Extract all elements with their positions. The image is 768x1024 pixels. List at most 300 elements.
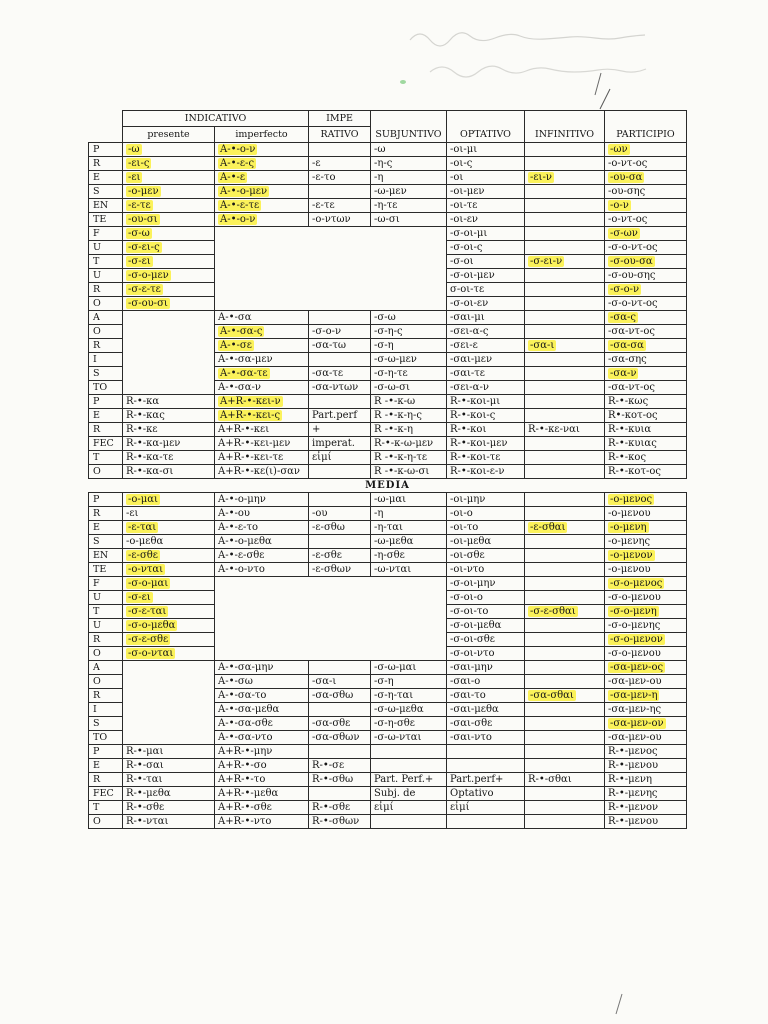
- subjuntivo-cell: -η-σθε: [371, 549, 447, 563]
- highlighted-ending: Α-•-σε: [220, 340, 252, 351]
- infinitivo-cell: [525, 759, 605, 773]
- imperfecto-cell: Α+R-•-κει-τε: [215, 451, 309, 465]
- side-label-cell: S: [89, 535, 123, 549]
- highlighted-ending: -σα-μεν-ος: [610, 662, 664, 673]
- optativo-cell: -οι-μην: [447, 493, 525, 507]
- table-row: [89, 661, 687, 675]
- table-row: [89, 759, 687, 773]
- subjuntivo-cell: R -•-κ-η-τε: [371, 451, 447, 465]
- imperfecto-cell: [215, 213, 309, 227]
- presente-cell: [123, 241, 215, 255]
- optativo-cell: -σ-οι-μεθα: [447, 619, 525, 633]
- imperativo-cell: Part.perf: [309, 409, 371, 423]
- imperativo-cell: R-•-σθε: [309, 801, 371, 815]
- presente-cell: [123, 577, 215, 591]
- infinitivo-cell: [525, 675, 605, 689]
- presente-cell: [123, 633, 215, 647]
- participio-cell: R•-κοτ-ος: [605, 409, 687, 423]
- infinitivo-cell: [525, 269, 605, 283]
- participio-cell: [605, 367, 687, 381]
- infinitivo-cell: [525, 493, 605, 507]
- presente-cell: -ει: [123, 507, 215, 521]
- participio-cell: [605, 689, 687, 703]
- highlighted-ending: -σ-ει: [128, 592, 151, 603]
- imperfecto-cell: Α+R-•-το: [215, 773, 309, 787]
- table-row: [89, 311, 687, 325]
- presente-cell: [123, 269, 215, 283]
- participio-cell: R-•-μενος: [605, 745, 687, 759]
- subjuntivo-cell: -σ-ω-μεθα: [371, 703, 447, 717]
- imperativo-cell: [309, 143, 371, 157]
- infinitivo-cell: [525, 143, 605, 157]
- participio-cell: -σ-ο-μενης: [605, 619, 687, 633]
- imperativo-cell: [309, 493, 371, 507]
- subjuntivo-cell: -η-τε: [371, 199, 447, 213]
- presente-cell: [123, 213, 215, 227]
- optativo-cell: -σαι-μην: [447, 661, 525, 675]
- table-row: [89, 171, 687, 185]
- side-label-cell: TE: [89, 213, 123, 227]
- imperativo-cell: -σα-ι: [309, 675, 371, 689]
- side-label-cell: EN: [89, 199, 123, 213]
- imperativo-cell: -ε-τε: [309, 199, 371, 213]
- imperativo-cell: -σ-ο-ν: [309, 325, 371, 339]
- highlighted-ending: -σα-ν: [610, 368, 637, 379]
- participio-cell: -σ-ο-ντ-ος: [605, 241, 687, 255]
- imperfecto-cell: Α+R-•-σο: [215, 759, 309, 773]
- side-label-cell: O: [89, 297, 123, 311]
- presente-cell: R-•-κα: [123, 395, 215, 409]
- side-label-cell: TE: [89, 563, 123, 577]
- highlighted-ending: -σα-μεν-ον: [610, 718, 664, 729]
- side-label-cell: P: [89, 493, 123, 507]
- participio-cell: R-•-μενον: [605, 801, 687, 815]
- presente-cell: [123, 297, 215, 311]
- highlighted-ending: -ο-ν: [610, 200, 629, 211]
- infinitivo-cell: [525, 507, 605, 521]
- side-label-cell: F: [89, 577, 123, 591]
- highlighted-ending: Α-•-ε: [220, 172, 246, 183]
- highlighted-ending: -σ-ει-ν: [530, 256, 563, 267]
- imperfecto-cell: Α-•-ο-μεθα: [215, 535, 309, 549]
- highlighted-ending: -σ-ων: [610, 228, 638, 239]
- imperfecto-cell: Α+R-•-κε(ι)-σαν: [215, 465, 309, 479]
- imperfecto-cell: Α-•-σα-μεθα: [215, 703, 309, 717]
- infinitivo-cell: [525, 157, 605, 171]
- infinitivo-cell: [525, 465, 605, 479]
- side-label-cell: T: [89, 451, 123, 465]
- imperativo-cell: -σα-τω: [309, 339, 371, 353]
- infinitivo-cell: [525, 661, 605, 675]
- infinitivo-cell: [525, 353, 605, 367]
- infinitivo-cell: [525, 185, 605, 199]
- optativo-cell: -σ-οι-ντο: [447, 647, 525, 661]
- participio-cell: [605, 633, 687, 647]
- subjuntivo-cell: εἰμί: [371, 801, 447, 815]
- imperfecto-cell: Α-•-σω: [215, 675, 309, 689]
- presente-cell: R-•-κα-μεν: [123, 437, 215, 451]
- side-label-cell: O: [89, 647, 123, 661]
- highlighted-ending: Α-•-ο-ν: [220, 144, 256, 155]
- pen-stroke-mark: [598, 88, 612, 110]
- optativo-cell: -σ-οι-σθε: [447, 633, 525, 647]
- presente-cell: [123, 493, 215, 507]
- imperfecto-cell: [215, 143, 309, 157]
- imperfecto-cell: [215, 367, 309, 381]
- highlighted-ending: Α-•-ο-ν: [220, 214, 256, 225]
- highlighted-ending: -σ-ει: [128, 256, 151, 267]
- table-row: [89, 395, 687, 409]
- infinitivo-cell: [525, 437, 605, 451]
- subjuntivo-cell: [371, 815, 447, 829]
- imperfecto-cell: [215, 325, 309, 339]
- table-row: [89, 423, 687, 437]
- media-label: MEDIA: [89, 479, 687, 493]
- side-label-cell: FEC: [89, 437, 123, 451]
- table-row: [89, 143, 687, 157]
- imperativo-cell: -ο-ντων: [309, 213, 371, 227]
- presente-cell: [123, 619, 215, 633]
- participio-cell: [605, 283, 687, 297]
- optativo-cell: R-•-κοι-ς: [447, 409, 525, 423]
- side-label-cell: A: [89, 661, 123, 675]
- participio-cell: -ο-ντ-ος: [605, 157, 687, 171]
- subjuntivo-cell: -ω-μαι: [371, 493, 447, 507]
- highlighted-ending: -ε-τε: [128, 200, 151, 211]
- highlighted-ending: Α-•-σα-τε: [220, 368, 268, 379]
- table-row: [89, 185, 687, 199]
- optativo-cell: R-•-κοι: [447, 423, 525, 437]
- side-label-cell: R: [89, 423, 123, 437]
- greek-conjugation-table: [88, 110, 687, 829]
- highlighted-ending: -σ-ε-σθαι: [530, 606, 576, 617]
- subjuntivo-cell: [371, 759, 447, 773]
- infinitivo-cell: [525, 381, 605, 395]
- empty-merged-block: [215, 577, 447, 661]
- subjuntivo-cell: -σ-η-ται: [371, 689, 447, 703]
- side-label-cell: U: [89, 591, 123, 605]
- side-label-cell: TO: [89, 731, 123, 745]
- side-label-cell: P: [89, 143, 123, 157]
- infinitivo-cell: [525, 171, 605, 185]
- subjuntivo-cell: R-•-κ-ω-μεν: [371, 437, 447, 451]
- infinitivo-cell: R-•-κε-ναι: [525, 423, 605, 437]
- participio-cell: R-•-κυια: [605, 423, 687, 437]
- header-participio: PARTICIPIO: [605, 127, 687, 143]
- imperativo-cell: -ου: [309, 507, 371, 521]
- table-row: [89, 199, 687, 213]
- optativo-cell: -σ-οι: [447, 255, 525, 269]
- highlighted-ending: -σα-σθαι: [530, 690, 574, 701]
- green-dot-mark: [398, 78, 408, 86]
- empty-merged-block: [215, 227, 447, 311]
- infinitivo-cell: [525, 731, 605, 745]
- optativo-cell: -οι-εν: [447, 213, 525, 227]
- presente-cell: [123, 647, 215, 661]
- table-row: [89, 535, 687, 549]
- pen-stroke-mark-bottom: [612, 993, 626, 1015]
- infinitivo-cell: [525, 297, 605, 311]
- presente-cell: R-•-μαι: [123, 745, 215, 759]
- optativo-cell: R-•-κοι-μεν: [447, 437, 525, 451]
- optativo-cell: -σ-οι-ς: [447, 241, 525, 255]
- subjuntivo-cell: -σ-η-σθε: [371, 717, 447, 731]
- side-label-cell: E: [89, 409, 123, 423]
- side-label-cell: R: [89, 507, 123, 521]
- infinitivo-cell: [525, 227, 605, 241]
- optativo-cell: R-•-κοι-ε-ν: [447, 465, 525, 479]
- infinitivo-cell: R-•-σθαι: [525, 773, 605, 787]
- conjugation-body: [89, 111, 687, 829]
- imperativo-cell: -ε: [309, 157, 371, 171]
- optativo-cell: -σ-οι-μεν: [447, 269, 525, 283]
- imperativo-cell: [309, 745, 371, 759]
- presente-cell: [123, 199, 215, 213]
- highlighted-ending: -ο-νται: [128, 564, 164, 575]
- presente-cell: [123, 521, 215, 535]
- side-label-cell: R: [89, 689, 123, 703]
- participio-cell: [605, 661, 687, 675]
- infinitivo-cell: [525, 647, 605, 661]
- highlighted-ending: -ου-σι: [128, 214, 158, 225]
- highlighted-ending: Α+R-•-κει-ς: [220, 410, 281, 421]
- side-label-cell: I: [89, 703, 123, 717]
- presente-cell: R-•-μεθα: [123, 787, 215, 801]
- highlighted-ending: -σα-ι: [530, 340, 555, 351]
- header-row-2: [89, 127, 687, 143]
- highlighted-ending: -σ-ο-μενος: [610, 578, 663, 589]
- highlighted-ending: -ω: [128, 144, 140, 155]
- imperativo-cell: -ε-σθε: [309, 549, 371, 563]
- participio-cell: -σα-σης: [605, 353, 687, 367]
- presente-cell: R-•-κας: [123, 409, 215, 423]
- presente-cell: [123, 185, 215, 199]
- imperfecto-cell: Α+R-•-μεθα: [215, 787, 309, 801]
- side-label-cell: R: [89, 633, 123, 647]
- header-indicativo: INDICATIVO: [123, 111, 309, 127]
- imperativo-cell: [309, 395, 371, 409]
- highlighted-ending: -ο-μεν: [128, 186, 159, 197]
- optativo-cell: -σ-οι-εν: [447, 297, 525, 311]
- participio-cell: -σα-ντ-ος: [605, 381, 687, 395]
- optativo-cell: Part.perf+: [447, 773, 525, 787]
- infinitivo-cell: [525, 367, 605, 381]
- infinitivo-cell: [525, 591, 605, 605]
- optativo-cell: σ-οι-τε: [447, 283, 525, 297]
- presente-cell: R-•-ται: [123, 773, 215, 787]
- presente-cell: R-•-κα-σι: [123, 465, 215, 479]
- imperfecto-cell: Α+R-•-σθε: [215, 801, 309, 815]
- imperfecto-cell: Α-•-σα-μην: [215, 661, 309, 675]
- infinitivo-cell: [525, 815, 605, 829]
- highlighted-ending: -σ-ου-σι: [128, 298, 168, 309]
- header-subjuntivo-top: [371, 111, 447, 127]
- highlighted-ending: -ει-ν: [530, 172, 552, 183]
- imperativo-cell: [309, 311, 371, 325]
- side-label-cell: U: [89, 619, 123, 633]
- highlighted-ending: -σ-ου-σα: [610, 256, 653, 267]
- optativo-cell: -σαι-σθε: [447, 717, 525, 731]
- header-subjuntivo: SUBJUNTIVO: [371, 127, 447, 143]
- participio-cell: [605, 227, 687, 241]
- side-label-cell: E: [89, 759, 123, 773]
- participio-cell: -ο-μενου: [605, 507, 687, 521]
- side-label-cell: R: [89, 283, 123, 297]
- presente-cell: [123, 255, 215, 269]
- side-label-cell: T: [89, 605, 123, 619]
- highlighted-ending: Α-•-ο-μεν: [220, 186, 268, 197]
- infinitivo-cell: [525, 535, 605, 549]
- imperfecto-cell: Α+R-•-μην: [215, 745, 309, 759]
- imperativo-cell: R-•-σθω: [309, 773, 371, 787]
- imperfecto-cell: Α-•-ο-μην: [215, 493, 309, 507]
- imperfecto-cell: [215, 171, 309, 185]
- highlighted-ending: -σ-ο-μενον: [610, 634, 663, 645]
- infinitivo-cell: [525, 311, 605, 325]
- infinitivo-cell: [525, 717, 605, 731]
- subjuntivo-cell: -σ-η: [371, 675, 447, 689]
- participio-cell: -σ-ου-σης: [605, 269, 687, 283]
- optativo-cell: [447, 759, 525, 773]
- presente-cell: R-•-σαι: [123, 759, 215, 773]
- imperfecto-cell: Α-•-ου: [215, 507, 309, 521]
- imperativo-cell: [309, 535, 371, 549]
- table-row: [89, 451, 687, 465]
- optativo-cell: -σαι-μι: [447, 311, 525, 325]
- infinitivo-cell: [525, 801, 605, 815]
- side-label-cell: S: [89, 185, 123, 199]
- imperativo-cell: [309, 185, 371, 199]
- infinitivo-cell: [525, 451, 605, 465]
- table-row: [89, 577, 687, 591]
- optativo-cell: -σει-α-ν: [447, 381, 525, 395]
- imperativo-cell: -σα-σθων: [309, 731, 371, 745]
- table-row: [89, 213, 687, 227]
- optativo-cell: -σαι-ντο: [447, 731, 525, 745]
- presente-cell: [123, 549, 215, 563]
- table-row: [89, 787, 687, 801]
- participio-cell: -σ-ο-ντ-ος: [605, 297, 687, 311]
- subjuntivo-cell: -σ-η-τε: [371, 367, 447, 381]
- infinitivo-cell: [525, 213, 605, 227]
- participio-cell: R-•-κοτ-ος: [605, 465, 687, 479]
- side-label-cell: P: [89, 395, 123, 409]
- subjuntivo-cell: -σ-η: [371, 339, 447, 353]
- presente-cell: [123, 563, 215, 577]
- participio-cell: [605, 521, 687, 535]
- empty-presente-block: [123, 661, 215, 745]
- highlighted-ending: -ου-σα: [610, 172, 643, 183]
- participio-cell: [605, 493, 687, 507]
- side-label-cell: R: [89, 157, 123, 171]
- participio-cell: -σα-ντ-ος: [605, 325, 687, 339]
- highlighted-ending: -σ-ο-μενη: [610, 606, 657, 617]
- subjuntivo-cell: Part. Perf.+: [371, 773, 447, 787]
- side-label-cell: O: [89, 675, 123, 689]
- subjuntivo-cell: -ω-μεν: [371, 185, 447, 199]
- highlighted-ending: -σ-ο-μαι: [128, 578, 169, 589]
- highlighted-ending: -σ-ε-ται: [128, 606, 167, 617]
- highlighted-ending: -σ-ε-σθε: [128, 634, 169, 645]
- header-infinitivo-top: [525, 111, 605, 127]
- imperfecto-cell: [215, 339, 309, 353]
- imperativo-cell: [309, 465, 371, 479]
- optativo-cell: -οι-ντο: [447, 563, 525, 577]
- infinitivo-cell: [525, 689, 605, 703]
- header-blank: [89, 111, 123, 127]
- table-row: [89, 745, 687, 759]
- participio-cell: R-•-κως: [605, 395, 687, 409]
- table-row: [89, 465, 687, 479]
- highlighted-ending: -ε-σθαι: [530, 522, 566, 533]
- table-row: [89, 227, 687, 241]
- optativo-cell: -σαι-μεν: [447, 353, 525, 367]
- optativo-cell: Optativo: [447, 787, 525, 801]
- participio-cell: [605, 143, 687, 157]
- imperfecto-cell: Α-•-ε-το: [215, 521, 309, 535]
- header-row-1: [89, 111, 687, 127]
- side-label-cell: T: [89, 255, 123, 269]
- infinitivo-cell: [525, 549, 605, 563]
- side-label-cell: E: [89, 171, 123, 185]
- subjuntivo-cell: -ω-νται: [371, 563, 447, 577]
- side-label-cell: EN: [89, 549, 123, 563]
- optativo-cell: -σ-οι-μι: [447, 227, 525, 241]
- participio-cell: [605, 311, 687, 325]
- side-label-cell: O: [89, 815, 123, 829]
- imperativo-cell: -σα-ντων: [309, 381, 371, 395]
- imperativo-cell: [309, 787, 371, 801]
- participio-cell: -σα-μεν-ου: [605, 675, 687, 689]
- participio-cell: -ο-μενου: [605, 563, 687, 577]
- highlighted-ending: -σα-σα: [610, 340, 644, 351]
- imperativo-cell: εἰμί: [309, 451, 371, 465]
- subjuntivo-cell: -η-ς: [371, 157, 447, 171]
- subjuntivo-cell: -η: [371, 507, 447, 521]
- table-row: [89, 801, 687, 815]
- imperativo-cell: R-•-σε: [309, 759, 371, 773]
- imperfecto-cell: [215, 199, 309, 213]
- imperfecto-cell: [215, 395, 309, 409]
- side-label-cell: F: [89, 227, 123, 241]
- imperfecto-cell: Α-•-σα-μεν: [215, 353, 309, 367]
- highlighted-ending: -ο-μενη: [610, 522, 647, 533]
- highlighted-ending: -ε-σθε: [128, 550, 158, 561]
- highlighted-ending: -σ-ω: [128, 228, 150, 239]
- side-label-cell: I: [89, 353, 123, 367]
- optativo-cell: -οι-ο: [447, 507, 525, 521]
- participio-cell: -σ-ο-μενου: [605, 647, 687, 661]
- table-row: [89, 521, 687, 535]
- presente-cell: -ο-μεθα: [123, 535, 215, 549]
- optativo-cell: -σαι-μεθα: [447, 703, 525, 717]
- infinitivo-cell: [525, 703, 605, 717]
- participio-cell: R-•-μενου: [605, 815, 687, 829]
- participio-cell: [605, 255, 687, 269]
- imperativo-cell: -σα-σθε: [309, 717, 371, 731]
- media-divider-row: [89, 479, 687, 493]
- participio-cell: -ο-ντ-ος: [605, 213, 687, 227]
- infinitivo-cell: [525, 255, 605, 269]
- imperativo-cell: -σα-σθω: [309, 689, 371, 703]
- header-blank-2: [89, 127, 123, 143]
- imperfecto-cell: Α-•-σα-ντο: [215, 731, 309, 745]
- empty-presente-block: [123, 311, 215, 395]
- highlighted-ending: -σα-ς: [610, 312, 636, 323]
- imperfecto-cell: [215, 409, 309, 423]
- subjuntivo-cell: [371, 745, 447, 759]
- imperativo-cell: [309, 661, 371, 675]
